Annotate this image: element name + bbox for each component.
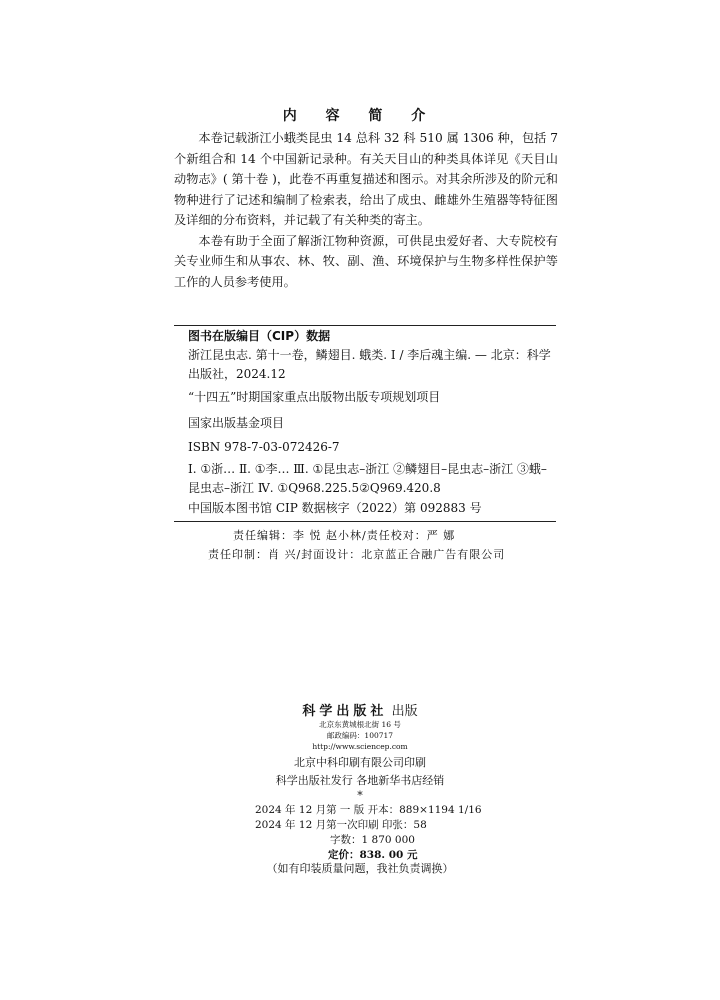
publisher-postcode: 邮政编码：100717 [326,731,394,740]
summary-title: 内 容 简 介 [282,108,438,124]
credits-editors: 责任编辑：李 悦 赵小林/责任校对：严 娜 [233,529,456,542]
printing-info: 2024 年 12 月第一次印刷 印张：58 [255,819,427,831]
price: 定价：838. 00 元 [328,849,418,861]
cip-bottom-rule [174,521,556,522]
cip-library-number: 中国版本图书馆 CIP 数据核字（2022）第 092883 号 [188,501,482,515]
publisher-url: http://www.sciencep.com [312,742,408,751]
distributor: 科学出版社发行 各地新华书店经销 [275,774,445,787]
cip-classification: Ⅰ. ①浙… Ⅱ. ①李… Ⅲ. ①昆虫志–浙江 ②鳞翅目–昆虫志–浙江 ③蛾–昆虫志–浙江 Ⅳ. ①Q968.225.5②Q969.420.8 [188,462,547,495]
printer: 北京中科印刷有限公司印刷 [294,756,426,769]
word-count: 字数：1 870 000 [330,834,415,846]
cip-project-1: “十四五”时期国家重点出版物出版专项规划项目 [188,390,441,404]
cip-isbn: ISBN 978-7-03-072426-7 [188,440,340,454]
quality-notice: （如有印装质量问题，我社负责调换） [266,862,454,875]
credits-production: 责任印制：肖 兴/封面设计：北京蓝正合融广告有限公司 [208,548,506,561]
publisher-name [0,700,720,719]
cip-top-rule [174,325,556,326]
cip-entry: 浙江昆虫志. 第十一卷，鳞翅目. 蛾类. Ⅰ / 李后魂主编. — 北京：科学出版社，2024.12 [188,348,551,381]
publisher-address: 北京东黄城根北街 16 号 [319,720,401,729]
summary-body [174,128,558,292]
cip-heading: 图书在版编目（CIP）数据 [188,329,331,343]
publisher-calligraphy: 科学出版社 [302,704,388,719]
edition-info: 2024 年 12 月第 一 版 开本：889×1194 1/16 [255,804,482,816]
summary-paragraph-2: 本卷有助于全面了解浙江物种资源，可供昆虫爱好者、大专院校有关专业师生和从事农、林、牧、副、渔、环境保护与生物多样性保护等工作的人员参考使用。 [174,233,558,289]
separator-star: * [357,789,363,802]
publisher-suffix: 出版 [391,704,418,719]
summary-paragraph-1: 本卷记载浙江小蛾类昆虫 14 总科 32 科 510 属 1306 种，包括 7 个新组合和 14 个中国新记录种。有关天目山的种类具体详见《天目山动物志》( 第十卷 )，此卷不再重复描述和图示。对其余所涉及的阶元和物种进行了记述和编制了检索表，给出了成虫、雌雄外生殖器等特征图及详细的分布资料，并记载了有关种类的寄主。 [174,131,558,227]
cip-project-2: 国家出版基金项目 [188,416,285,430]
